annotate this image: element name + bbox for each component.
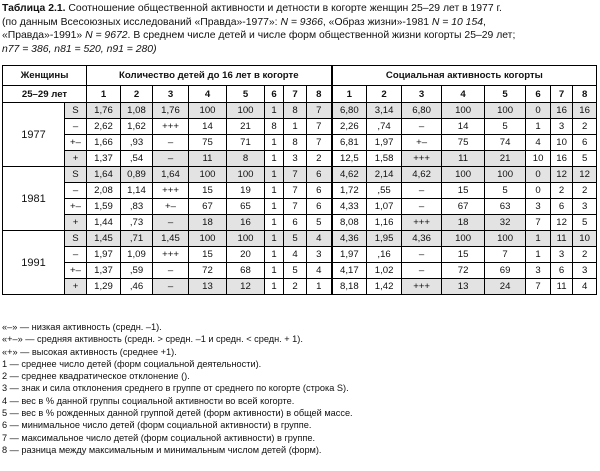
activity-cell: 3,14 [367, 103, 402, 119]
column-number-left-7: 7 [284, 86, 307, 103]
children-cell: 2,62 [87, 119, 121, 135]
children-cell: ,71 [121, 231, 153, 247]
children-cell: 1,97 [87, 247, 121, 263]
column-number-right-2: 2 [367, 86, 402, 103]
children-cell: 7 [307, 103, 332, 119]
activity-cell: 8,18 [332, 279, 367, 295]
children-cell: ,83 [121, 199, 153, 215]
activity-cell: 69 [485, 263, 526, 279]
caption-source-1: (по данным Всесоюзных исследований «Правда»-1977»: [2, 16, 281, 28]
activity-cell: 0 [526, 167, 551, 183]
children-cell: 100 [189, 231, 227, 247]
children-cell: 5 [284, 231, 307, 247]
children-cell: – [153, 151, 189, 167]
column-number-right-5: 5 [485, 86, 526, 103]
year-label: 1981 [3, 167, 65, 231]
column-number-left-5: 5 [227, 86, 265, 103]
legend-note: 8 — разница между максимальным и минимальным числом детей (форм). [2, 444, 322, 455]
table-row [3, 215, 597, 231]
activity-cell: +++ [402, 151, 442, 167]
activity-level-mark: S [65, 231, 87, 247]
column-number-left-8: 8 [307, 86, 332, 103]
activity-cell: 63 [485, 199, 526, 215]
children-cell: 3 [284, 151, 307, 167]
activity-cell: 2 [573, 183, 597, 199]
activity-cell: 6,80 [402, 103, 442, 119]
activity-cell: 1,97 [367, 135, 402, 151]
children-cell: 4 [284, 247, 307, 263]
activity-level-mark: – [65, 247, 87, 263]
table-row [3, 135, 597, 151]
table-body [3, 103, 597, 295]
children-cell: 1 [265, 279, 284, 295]
caption-n-1991: N = 9672 [85, 30, 128, 42]
activity-cell: 4 [573, 279, 597, 295]
activity-level-mark: +– [65, 263, 87, 279]
activity-cell: 1 [526, 231, 551, 247]
year-label: 1991 [3, 231, 65, 295]
children-cell: 19 [227, 183, 265, 199]
children-cell: 1,37 [87, 151, 121, 167]
activity-cell: ,55 [367, 183, 402, 199]
children-cell: 1,08 [121, 103, 153, 119]
children-cell: ,93 [121, 135, 153, 151]
activity-cell: 10 [551, 135, 573, 151]
activity-cell: 1 [526, 119, 551, 135]
children-cell: 2,08 [87, 183, 121, 199]
activity-cell: 75 [442, 135, 485, 151]
children-cell: 2 [284, 279, 307, 295]
children-cell: ,54 [121, 151, 153, 167]
children-cell: 1,76 [153, 103, 189, 119]
activity-cell: 1,16 [367, 215, 402, 231]
activity-cell: 100 [442, 167, 485, 183]
activity-cell: 5 [573, 215, 597, 231]
caption-title: Соотношение общественной активности и детности в когорте женщин 25–29 лет в 1977 г. [65, 3, 502, 14]
children-cell: 6 [307, 183, 332, 199]
activity-cell: – [402, 247, 442, 263]
children-cell: ,46 [121, 279, 153, 295]
activity-cell: 1 [526, 247, 551, 263]
activity-cell: 11 [551, 231, 573, 247]
activity-cell: 2 [551, 183, 573, 199]
activity-cell: 7 [526, 215, 551, 231]
children-cell: +– [153, 199, 189, 215]
table-row [3, 199, 597, 215]
activity-cell: 12 [573, 167, 597, 183]
activity-level-mark: +– [65, 199, 87, 215]
children-cell: 0,89 [121, 167, 153, 183]
caption-label: Таблица 2.1. [2, 3, 66, 14]
activity-cell: 2,26 [332, 119, 367, 135]
legend-note: 2 — среднее квадратическое отклонение (). [2, 371, 190, 382]
activity-cell: 16 [551, 103, 573, 119]
activity-cell: +– [402, 135, 442, 151]
activity-cell: 2 [573, 247, 597, 263]
children-cell: 1 [265, 215, 284, 231]
children-cell: 68 [227, 263, 265, 279]
children-cell: +++ [153, 119, 189, 135]
activity-cell: 15 [442, 183, 485, 199]
activity-cell: 74 [485, 135, 526, 151]
children-cell: 100 [227, 231, 265, 247]
activity-cell: 100 [485, 167, 526, 183]
children-cell: 1 [265, 103, 284, 119]
children-cell: 1,62 [121, 119, 153, 135]
activity-cell: 5 [485, 183, 526, 199]
activity-cell: 1,58 [367, 151, 402, 167]
children-cell: 8 [284, 135, 307, 151]
activity-cell: 7 [485, 247, 526, 263]
children-cell: 2 [307, 151, 332, 167]
activity-cell: 4,62 [332, 167, 367, 183]
children-cell: +++ [153, 183, 189, 199]
legend-note: 1 — среднее число детей (форм социальной деятельности). [2, 358, 262, 369]
table-row [3, 279, 597, 295]
table-row [3, 231, 597, 247]
children-cell: 1,14 [121, 183, 153, 199]
activity-cell: 1,95 [367, 231, 402, 247]
children-cell: 16 [227, 215, 265, 231]
children-cell: 1,37 [87, 263, 121, 279]
legend-note: «+–» — средняя активность (средн. > средн. –1 и средн. < средн. + 1). [2, 334, 303, 345]
activity-cell: 6 [573, 135, 597, 151]
activity-cell: 4,17 [332, 263, 367, 279]
activity-cell: 16 [551, 151, 573, 167]
activity-cell: 21 [485, 151, 526, 167]
activity-cell: 1,07 [367, 199, 402, 215]
header-row-2 [3, 86, 597, 103]
children-cell: 1,45 [87, 231, 121, 247]
children-cell: 1,64 [153, 167, 189, 183]
children-cell: 3 [307, 247, 332, 263]
legend-note: «+» — высокая активность (среднее +1). [2, 346, 177, 357]
activity-level-mark: + [65, 215, 87, 231]
children-cell: 5 [307, 215, 332, 231]
caption-line-1 [2, 2, 596, 16]
children-cell: 15 [189, 247, 227, 263]
activity-cell: 13 [442, 279, 485, 295]
children-cell: 18 [189, 215, 227, 231]
table-row [3, 119, 597, 135]
activity-cell: 6,81 [332, 135, 367, 151]
children-cell: – [153, 215, 189, 231]
table-row [3, 151, 597, 167]
activity-cell: 6 [551, 263, 573, 279]
activity-cell: 12 [551, 167, 573, 183]
activity-cell: 32 [485, 215, 526, 231]
activity-cell: 1,72 [332, 183, 367, 199]
children-cell: 20 [227, 247, 265, 263]
children-cell: 7 [284, 183, 307, 199]
activity-cell: 3 [573, 199, 597, 215]
activity-cell: 11 [551, 279, 573, 295]
activity-cell: +++ [402, 215, 442, 231]
caption-n-1977: N = 9366 [280, 16, 323, 28]
activity-cell: 100 [442, 103, 485, 119]
activity-cell: 3 [551, 247, 573, 263]
activity-cell: 11 [442, 151, 485, 167]
activity-cell: ,16 [367, 247, 402, 263]
children-cell: 7 [307, 135, 332, 151]
children-cell: 13 [189, 279, 227, 295]
children-cell: 100 [227, 103, 265, 119]
activity-cell: 4 [526, 135, 551, 151]
activity-cell: 10 [573, 231, 597, 247]
caption-line-2 [2, 16, 596, 30]
column-number-left-6: 6 [265, 86, 284, 103]
activity-cell: 4,62 [402, 167, 442, 183]
activity-cell: ,74 [367, 119, 402, 135]
children-cell: 8 [227, 151, 265, 167]
activity-level-mark: +– [65, 135, 87, 151]
children-cell: – [153, 279, 189, 295]
column-number-left-3: 3 [153, 86, 189, 103]
year-label: 1977 [3, 103, 65, 167]
activity-cell: 100 [485, 231, 526, 247]
activity-cell: 5 [485, 119, 526, 135]
caption-description: . В среднем числе детей и числе форм общественной жизни когорты 25–29 лет; [127, 30, 516, 42]
activity-cell: 3 [573, 263, 597, 279]
activity-cell: 1,97 [332, 247, 367, 263]
children-cell: 1 [265, 167, 284, 183]
children-cell: 65 [227, 199, 265, 215]
caption-n-1981: N = 10 154 [431, 16, 484, 28]
children-cell: 11 [189, 151, 227, 167]
activity-cell: – [402, 119, 442, 135]
activity-cell: 72 [442, 263, 485, 279]
activity-cell: 2 [573, 119, 597, 135]
children-cell: 1 [265, 199, 284, 215]
legend-notes [2, 321, 596, 456]
legend-note: 6 — минимальное число детей (форм социальной активности) в группе. [2, 420, 312, 431]
children-cell: 71 [227, 135, 265, 151]
column-number-right-6: 6 [526, 86, 551, 103]
table-caption [2, 2, 596, 56]
children-cell: 1,64 [87, 167, 121, 183]
children-cell: 7 [284, 167, 307, 183]
activity-cell: 3 [526, 263, 551, 279]
caption-source-3: «Правда»-1991» [2, 30, 86, 42]
children-cell: 67 [189, 199, 227, 215]
activity-level-mark: S [65, 103, 87, 119]
children-cell: 12 [227, 279, 265, 295]
column-number-right-4: 4 [442, 86, 485, 103]
table-row [3, 263, 597, 279]
activity-cell: 12 [551, 215, 573, 231]
activity-cell: 10 [526, 151, 551, 167]
activity-cell: 15 [442, 247, 485, 263]
children-cell: 1 [265, 183, 284, 199]
children-cell: 8 [265, 119, 284, 135]
children-cell: 1,45 [153, 231, 189, 247]
legend-note: «–» — низкая активность (средн. –1). [2, 322, 162, 332]
children-cell: 8 [284, 103, 307, 119]
children-cell: 5 [284, 263, 307, 279]
activity-cell: 100 [442, 231, 485, 247]
children-cell: 21 [227, 119, 265, 135]
caption-source-2: , «Образ жизни»-1981 [322, 16, 432, 28]
caption-comma: , [483, 16, 486, 28]
legend-note: 5 — вес в % рожденных данной группой детей (форм активности) в общей массе. [2, 408, 353, 419]
activity-cell: 100 [485, 103, 526, 119]
activity-level-mark: S [65, 167, 87, 183]
column-number-right-8: 8 [573, 86, 597, 103]
activity-cell: 12,5 [332, 151, 367, 167]
children-cell: 1,59 [87, 199, 121, 215]
children-cell: +++ [153, 247, 189, 263]
legend-note: 7 — максимальное число детей (форм социальной активности) в группе. [2, 432, 316, 443]
children-cell: 1 [265, 151, 284, 167]
column-number-left-4: 4 [189, 86, 227, 103]
activity-cell: 14 [442, 119, 485, 135]
activity-cell: 0 [526, 183, 551, 199]
legend-note: 3 — знак и сила отклонения среднего в группе от среднего по когорте (строка S). [2, 383, 349, 394]
caption-line-4 [2, 43, 596, 57]
table-row [3, 183, 597, 199]
children-cell: 1,66 [87, 135, 121, 151]
column-number-right-7: 7 [551, 86, 573, 103]
children-cell: 72 [189, 263, 227, 279]
activity-cell: 7 [526, 279, 551, 295]
group-column-header-bottom: 25–29 лет [3, 86, 87, 103]
children-cell: 4 [307, 231, 332, 247]
activity-cell: 6 [551, 199, 573, 215]
activity-cell: 2,14 [367, 167, 402, 183]
children-cell: 4 [307, 263, 332, 279]
column-number-right-1: 1 [332, 86, 367, 103]
children-cell: 1 [265, 135, 284, 151]
column-number-left-2: 2 [121, 86, 153, 103]
children-cell: 1,44 [87, 215, 121, 231]
children-cell: 6 [307, 167, 332, 183]
activity-cell: 18 [442, 215, 485, 231]
activity-cell: 24 [485, 279, 526, 295]
activity-cell: 6,80 [332, 103, 367, 119]
activity-cell: +++ [402, 279, 442, 295]
table-row [3, 247, 597, 263]
children-cell: 15 [189, 183, 227, 199]
children-cell: 1 [265, 263, 284, 279]
caption-sample-sizes: n77 = 386, n81 = 520, n91 = 280) [2, 43, 157, 55]
activity-cell: 4,33 [332, 199, 367, 215]
children-cell: 7 [307, 119, 332, 135]
children-cell: – [153, 135, 189, 151]
children-section-header: Количество детей до 16 лет в когорте [87, 66, 332, 86]
children-cell: 6 [284, 215, 307, 231]
children-cell: 7 [284, 199, 307, 215]
activity-level-mark: – [65, 119, 87, 135]
activity-level-mark: – [65, 183, 87, 199]
legend-note: 4 — вес в % данной группы социальной активности во всей когорте. [2, 395, 295, 406]
activity-level-mark: + [65, 279, 87, 295]
caption-line-3 [2, 29, 596, 43]
children-cell: 1,29 [87, 279, 121, 295]
children-cell: 14 [189, 119, 227, 135]
children-cell: 1 [284, 119, 307, 135]
children-cell: ,59 [121, 263, 153, 279]
children-cell: ,73 [121, 215, 153, 231]
activity-cell: – [402, 263, 442, 279]
column-number-left-1: 1 [87, 86, 121, 103]
table-row [3, 167, 597, 183]
children-cell: 6 [307, 199, 332, 215]
activity-cell: 0 [526, 103, 551, 119]
activity-cell: – [402, 199, 442, 215]
children-cell: 1 [265, 231, 284, 247]
data-table [2, 65, 597, 295]
activity-cell: – [402, 183, 442, 199]
activity-cell: 4,36 [332, 231, 367, 247]
header-row-1 [3, 66, 597, 86]
activity-cell: 8,08 [332, 215, 367, 231]
activity-cell: 5 [573, 151, 597, 167]
activity-cell: 1,02 [367, 263, 402, 279]
activity-cell: 67 [442, 199, 485, 215]
activity-cell: 16 [573, 103, 597, 119]
activity-cell: 3 [526, 199, 551, 215]
activity-section-header: Социальная активность когорты [332, 66, 597, 86]
children-cell: – [153, 263, 189, 279]
children-cell: 100 [189, 103, 227, 119]
children-cell: 100 [189, 167, 227, 183]
activity-cell: 4,36 [402, 231, 442, 247]
children-cell: 1,76 [87, 103, 121, 119]
children-cell: 75 [189, 135, 227, 151]
group-column-header-top: Женщины [3, 66, 87, 86]
activity-cell: 1,42 [367, 279, 402, 295]
children-cell: 100 [227, 167, 265, 183]
column-number-right-3: 3 [402, 86, 442, 103]
activity-cell: 3 [551, 119, 573, 135]
table-row [3, 103, 597, 119]
children-cell: 1,09 [121, 247, 153, 263]
children-cell: 1 [265, 247, 284, 263]
activity-level-mark: + [65, 151, 87, 167]
children-cell: 1 [307, 279, 332, 295]
